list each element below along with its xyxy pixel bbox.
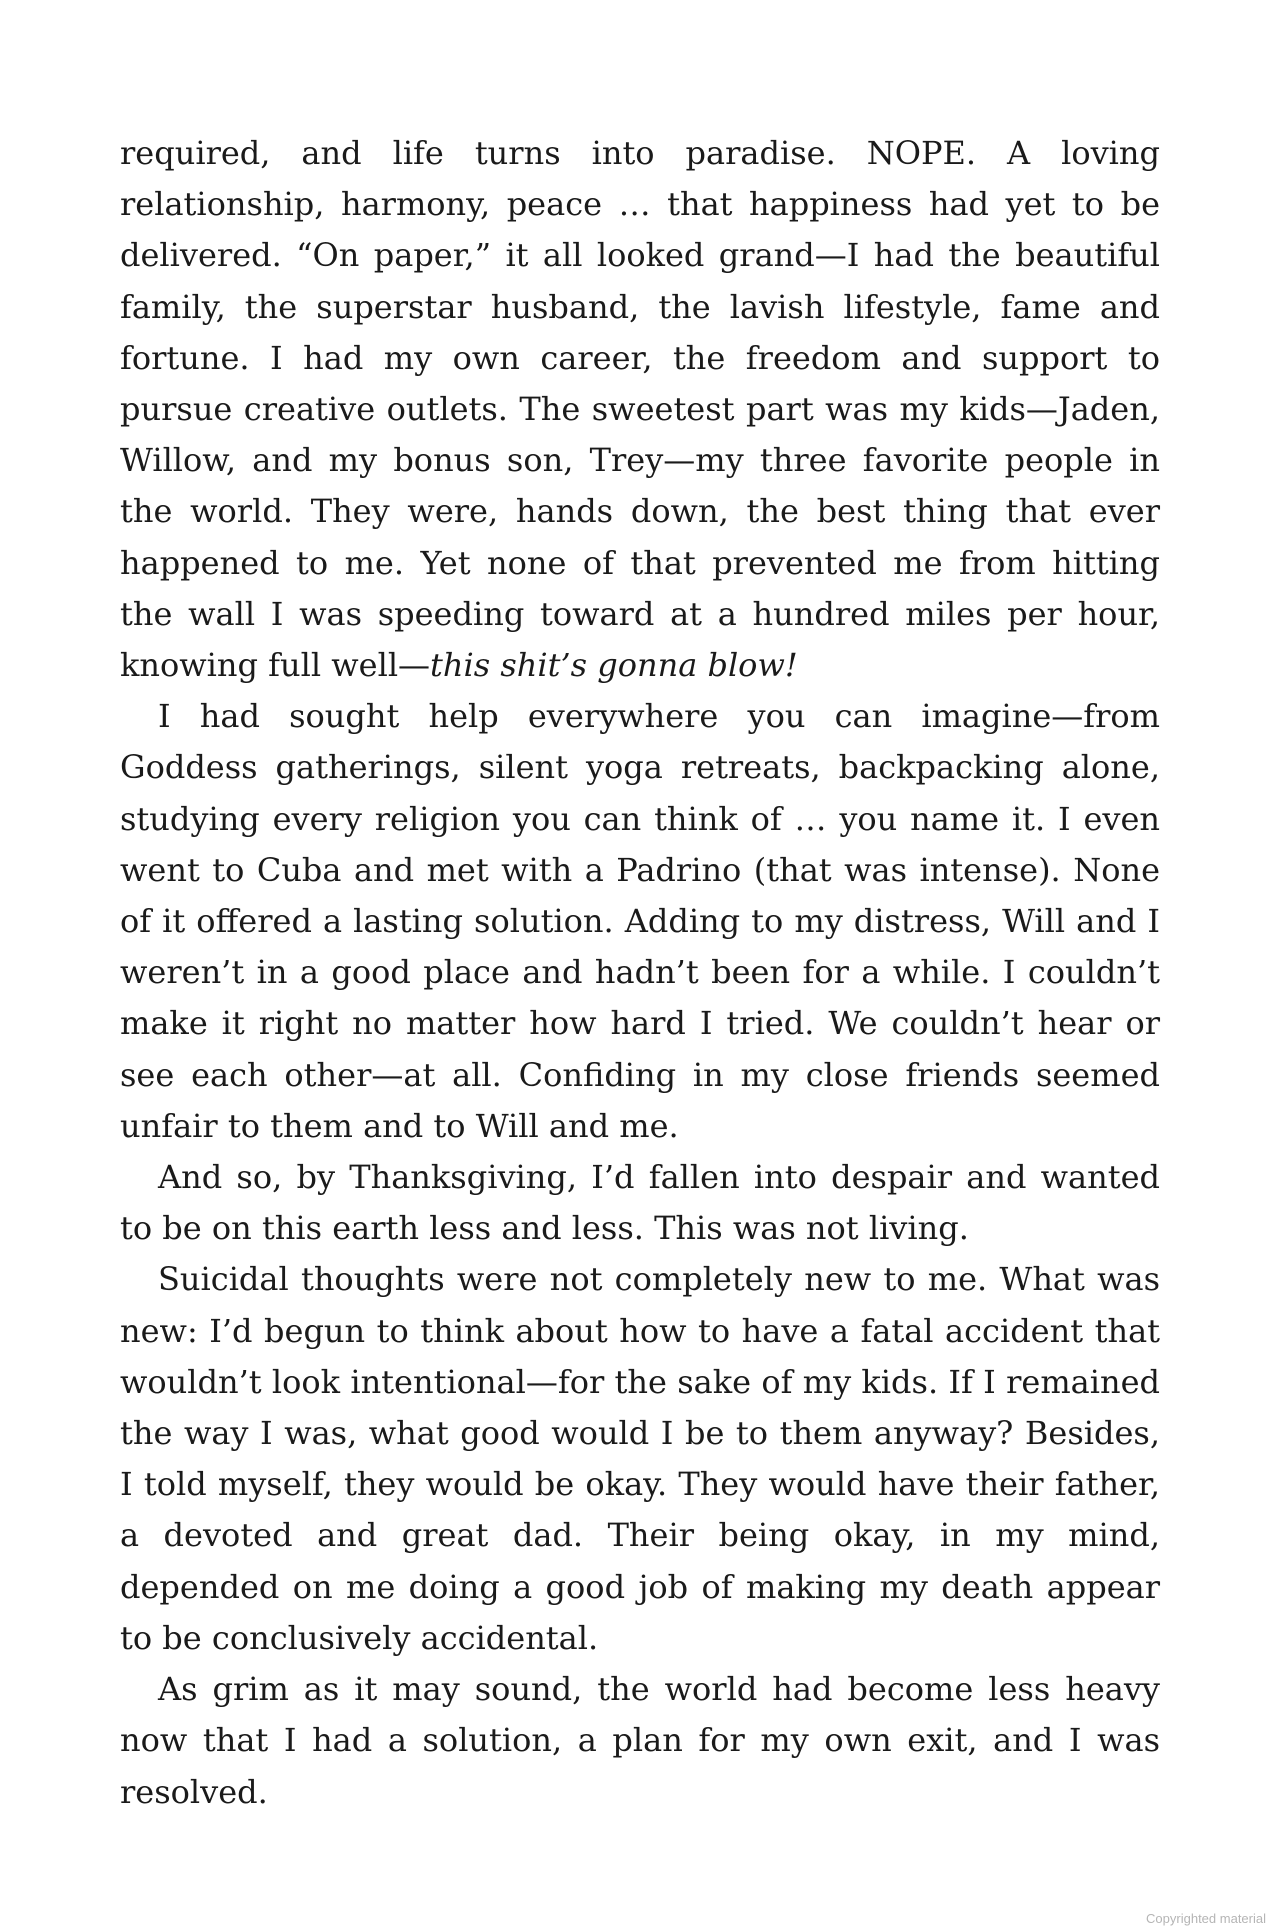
paragraph-1-italic-phrase: this shit’s gonna blow!: [430, 646, 798, 685]
paragraph-3: And so, by Thanksgiving, I’d fallen into despair and wanted to be on this earth less and less. This was not living.: [120, 1158, 1160, 1248]
paragraph-2: I had sought help everywhere you can imagine—from Goddess gatherings, silent yoga retreats, backpacking alone, studying every religion you can think of … you name it. I even went to Cuba and met with a Padrino (that was intense). None of it offered a lasting solution. Adding to my distress, Will and I weren’t in a good place and hadn’t been for a while. I couldn’t make it right no matter how hard I tried. We couldn’t hear or see each other—at all. Confiding in my close friends seemed unfair to them and to Will and me.: [120, 697, 1160, 1145]
paragraph-5: As grim as it may sound, the world had become less heavy now that I had a solution, a plan for my own exit, and I was resolved.: [120, 1670, 1160, 1811]
body-text: [120, 128, 1160, 1818]
paragraph-continued: [120, 128, 1160, 691]
copyright-watermark: Copyrighted material: [1146, 1911, 1266, 1926]
paragraph-4: Suicidal thoughts were not completely new to me. What was new: I’d begun to think about how to have a fatal accident that wouldn’t look intentional—for the sake of my kids. If I remained the way I was, what good would I be to them anyway? Besides, I told myself, they would be okay. They would have their father, a devoted and great dad. Their being okay, in my mind, depended on me doing a good job of making my death appear to be conclusively accidental.: [120, 1260, 1160, 1657]
paragraph-1-text: required, and life turns into paradise. NOPE. A loving relationship, harmony, peace … that happiness had yet to be delivered. “On paper,” it all looked grand—I had the beautiful family, the superstar husband, the lavish lifestyle, fame and fortune. I had my own career, the freedom and support to pursue creative outlets. The sweetest part was my kids—Jaden, Willow, and my bonus son, Trey—my three favorite people in the world. They were, hands down, the best thing that ever happened to me. Yet none of that prevented me from hitting the wall I was speeding toward at a hundred miles per hour, knowing full well—: [120, 134, 1160, 685]
